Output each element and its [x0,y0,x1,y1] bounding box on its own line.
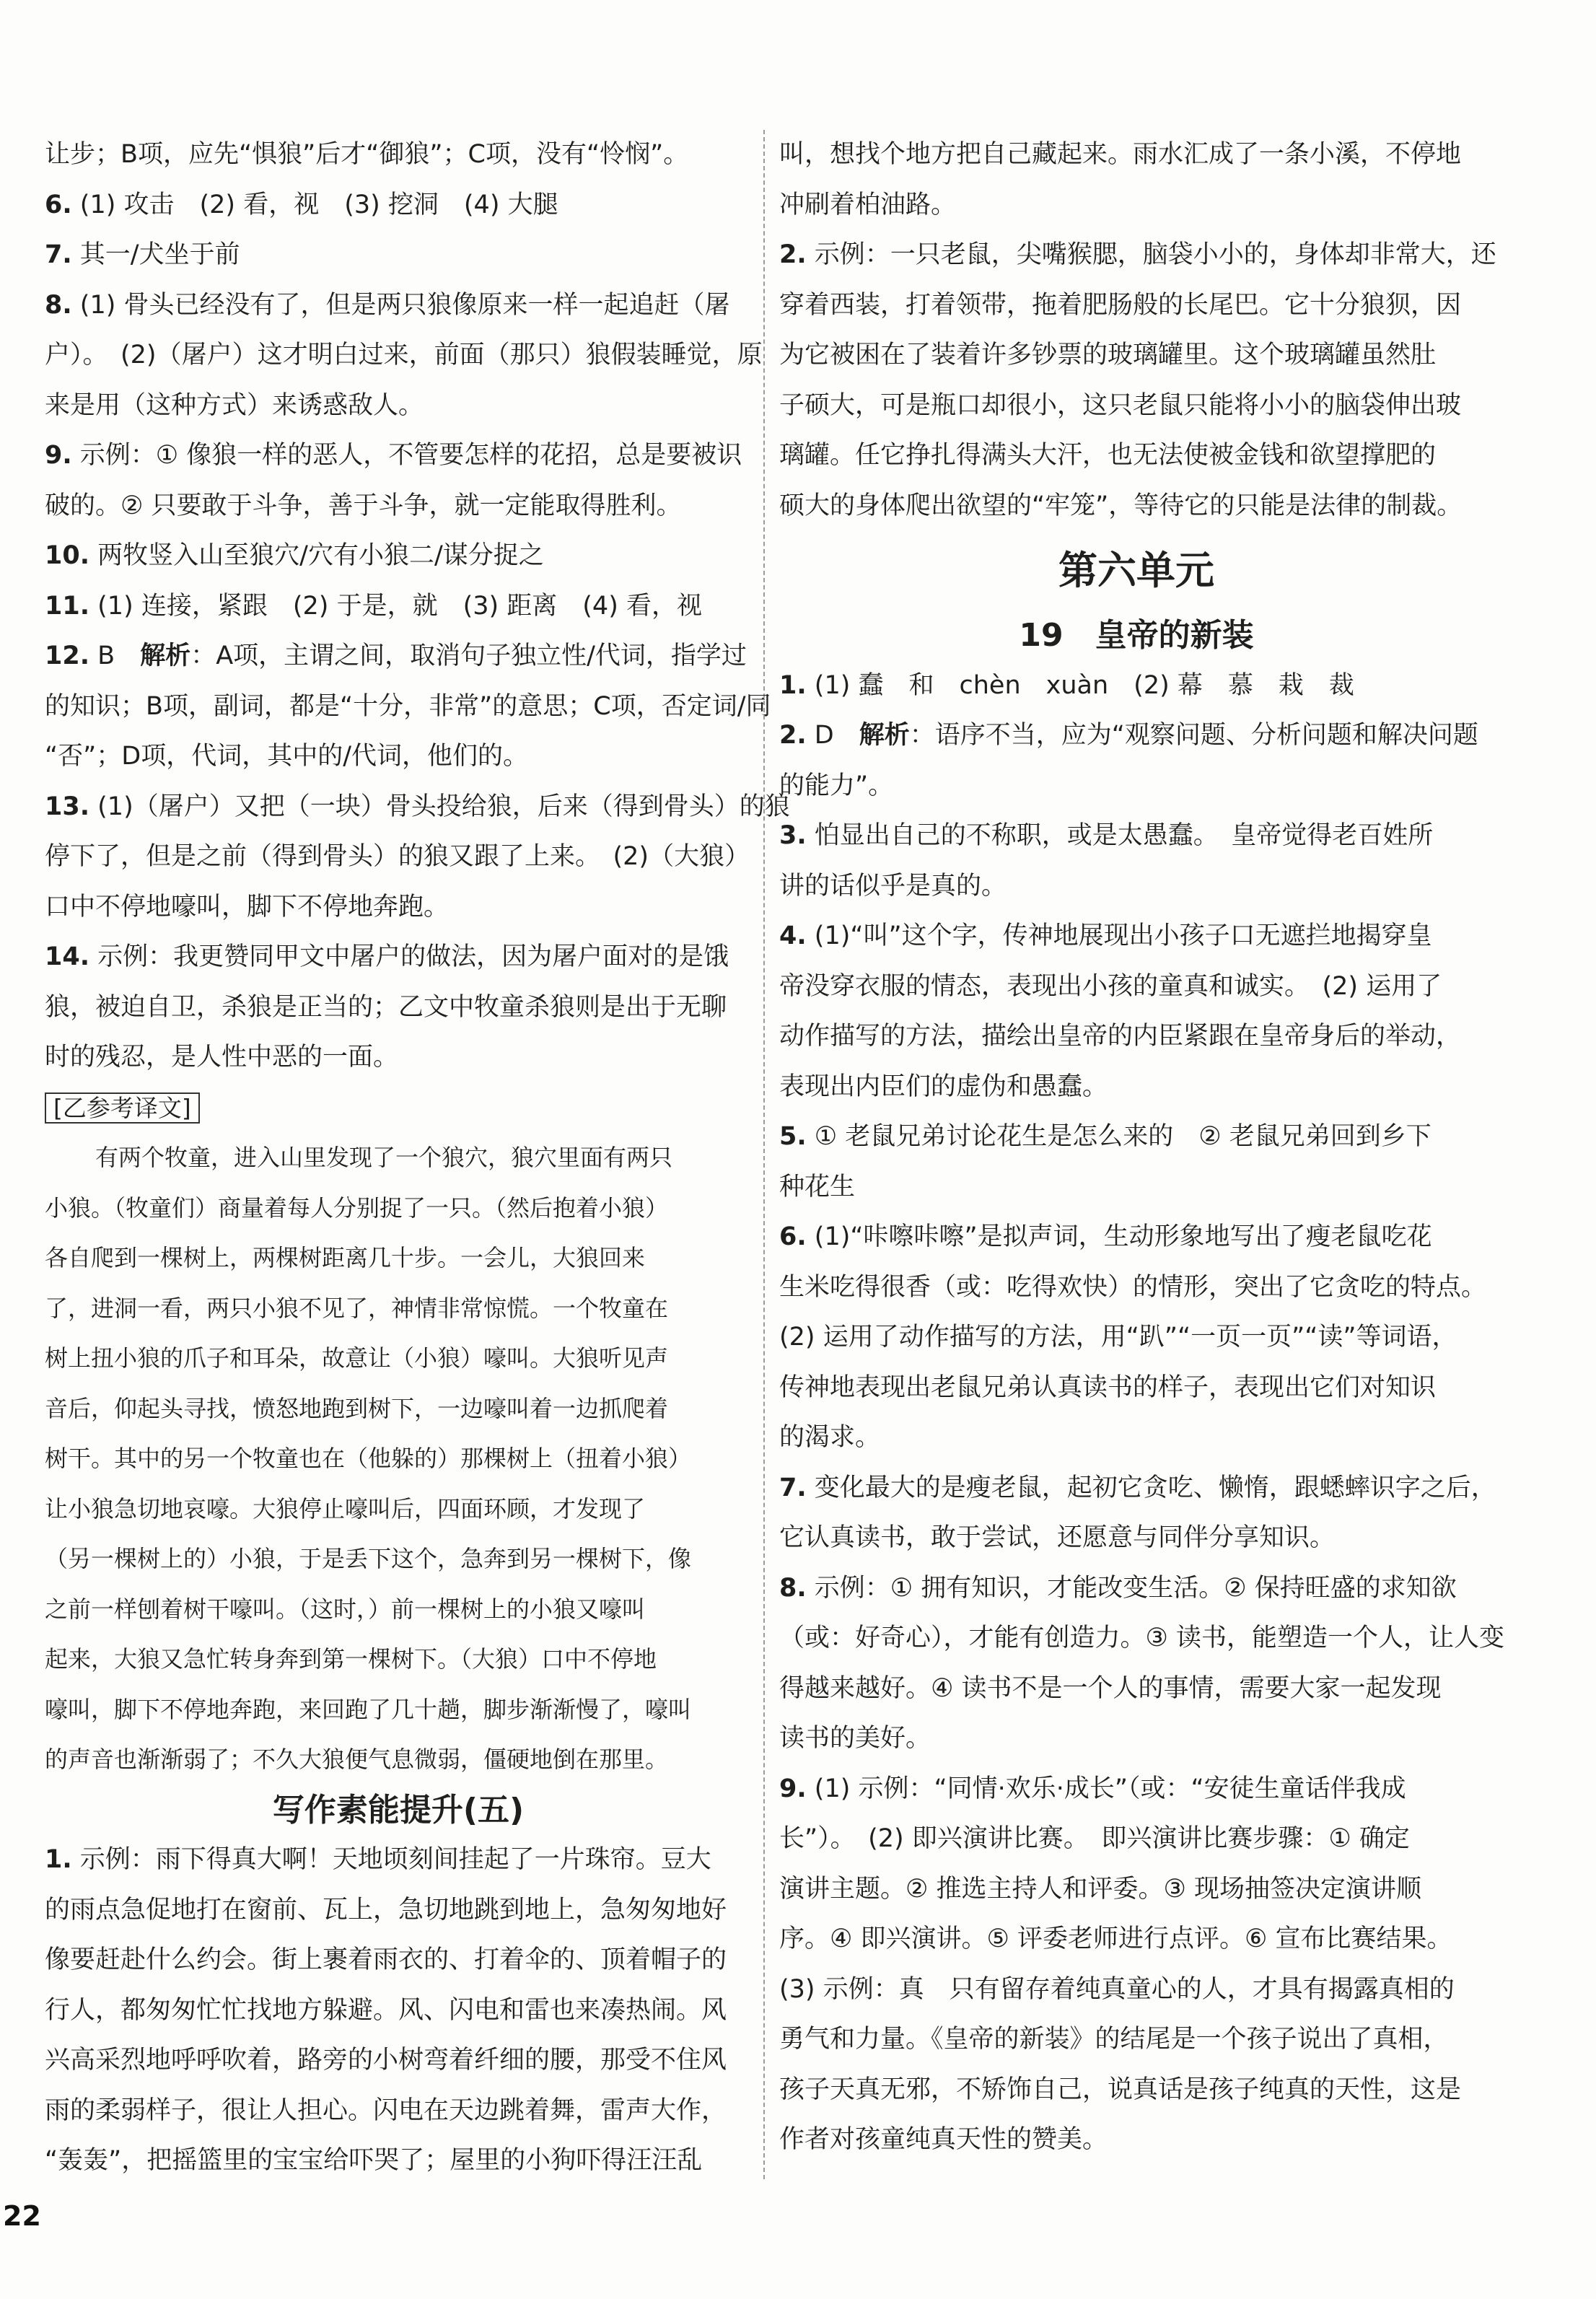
answer-line [779,962,1494,1012]
answer-text: 示例：① 像狼一样的恶人，不管要怎样的花招，总是要被识 [79,441,742,470]
lesson-title: 19 皇帝的新装 [1019,617,1254,654]
answer-text: 两牧竖入山至狼穴/穴有小狼二/谋分捉之 [97,541,544,570]
answer-line [779,811,1494,862]
answer-text: 动作描写的方法，描绘出皇帝的内臣紧跟在皇帝身后的举动， [779,1022,1462,1051]
answer-text: 的渴求。 [779,1423,881,1452]
question-number: 10. [45,541,90,570]
answer-line [779,230,1494,281]
translation-line: 小狼。（牧童们）商量着每人分别捉了一只。（然后抱着小狼） [45,1194,669,1222]
answer-text: 像要赶赴什么约会。街上裹着雨衣的、打着伞的、顶着帽子的 [45,1945,727,1974]
answer-text: 行人，都匆匆忙忙找地方躲避。风、闪电和雷也来凑热闹。风 [45,1995,727,2025]
translation-label-box: [乙参考译文] [45,1083,752,1134]
answer-line [779,711,1494,761]
answer-line [779,2115,1494,2166]
answer-line [779,1363,1494,1414]
answer-line [45,531,752,582]
answer-line [45,431,752,481]
answer-line [45,883,752,933]
translation-line: 树上扭小狼的爪子和耳朵，故意让（小狼）嚎叫。大狼听见声 [45,1344,669,1372]
answer-text: 来是用（这种方式）来诱惑敌人。 [45,390,424,420]
answer-text: 破的。② 只要敢于斗争，善于斗争，就一定能取得胜利。 [45,491,682,520]
answer-line [779,1965,1494,2015]
answer-text: 示例：我更赞同甲文中屠户的做法，因为屠户面对的是饿 [97,942,729,971]
answer-line [779,1814,1494,1865]
answer-line [45,582,752,632]
answer-line [779,2065,1494,2116]
answer-line [779,330,1494,381]
answer-text: 勇气和力量。《皇帝的新装》的结尾是一个孩子说出了真相， [779,2025,1449,2054]
translation-line: （另一棵树上的）小狼，于是丢下这个，急奔到另一棵树下，像 [45,1545,692,1572]
answer-text: 时的残忍，是人性中恶的一面。 [45,1043,399,1072]
answer-text: 序。④ 即兴演讲。⑤ 评委老师进行点评。⑥ 宣布比赛结果。 [779,1924,1452,1953]
answer-text: 作者对孩童纯真天性的赞美。 [779,2125,1108,2154]
answer-line [779,1212,1494,1263]
answer-line [45,983,752,1033]
answer-text: 其一/犬坐于前 [79,240,240,269]
answer-line [779,1263,1494,1313]
translation-line: 让小狼急切地哀嚎。大狼停止嚎叫后，四面环顾，才发现了 [45,1494,646,1523]
writing-answer-lines [45,1835,752,2186]
answer-line [779,661,1494,711]
translation-line: 起来，大狼又急忙转身奔到第一棵树下。（大狼）口中不停地 [45,1645,657,1673]
translation-line: 的声音也渐渐弱了；不久大狼便气息微弱，僵硬地倒在那里。 [45,1746,669,1773]
answer-text: (1)“咔嚓咔嚓”是拟声词，生动形象地写出了瘦老鼠吃花 [814,1222,1432,1251]
answer-line [779,1564,1494,1614]
answer-text: 口中不停地嚎叫，脚下不停地奔跑。 [45,892,450,921]
right-column [779,130,1505,2166]
answer-text: 冲刷着柏油路。 [779,190,957,219]
translation-line: 之前一样刨着树干嚎叫。（这时，）前一棵树上的小狼又嚎叫 [45,1595,646,1623]
answer-text: (1) 骨头已经没有了，但是两只狼像原来一样一起追赶（屠 [79,290,730,320]
unit-title: 第六单元 [1058,548,1214,593]
answer-line [779,761,1494,812]
question-number: 7. [779,1473,807,1502]
question-number: 11. [45,591,90,621]
answer-line [779,381,1494,432]
answer-text: 停下了，但是之前（得到骨头）的狼又跟了上来。 (2)（大狼） [45,842,750,871]
lesson-answer-lines [779,661,1505,2166]
answer-text: （或：好奇心），才能有创造力。③ 读书，能塑造一个人，让人变 [779,1624,1505,1652]
question-number: 9. [779,1774,807,1803]
answer-line [779,431,1494,481]
answer-text: 兴高采烈地呼呼吹着，路旁的小树弯着纤细的腰，那受不住风 [45,2046,727,2075]
answer-text: B 解析：A项，主谓之间，取消句子独立性/代词，指学过 [97,641,747,670]
answer-text: 讲的话似乎是真的。 [779,871,1007,901]
question-number: 9. [45,441,72,470]
translation-line: 了，进洞一看，两只小狼不见了，神情非常惊慌。一个牧童在 [45,1294,669,1322]
answer-text: (1)（屠户）又把（一块）骨头投给狼，后来（得到骨头）的狼 [97,792,790,821]
answer-line [45,180,752,231]
question-number: 2. [779,240,807,269]
answer-text: “否”；D项，代词，其中的/代词，他们的。 [45,742,529,771]
page-number: 22 [3,2200,41,2232]
answer-line [779,1413,1494,1463]
answer-line [779,1914,1494,1965]
answer-text: 子硕大，可是瓶口却很小，这只老鼠只能将小小的脑袋伸出玻 [779,390,1462,420]
translation-line: 有两个牧童，进入山里发现了一个狼穴，狼穴里面有两只 [95,1144,673,1171]
left-column [45,130,790,2186]
answer-line [779,911,1494,962]
answer-line [779,1112,1494,1162]
translation-line: 嚎叫，脚下不停地奔跑，来回跑了几十趟，脚步渐渐慢了，嚎叫 [45,1695,692,1723]
answer-text: (3) 示例：真 只有留存着纯真童心的人，才具有揭露真相的 [779,1974,1455,2004]
answer-text: 示例：一只老鼠，尖嘴猴腮，脑袋小小的，身体却非常大，还 [814,240,1496,269]
answer-text: 读书的美好。 [779,1724,931,1753]
answer-text: 演讲主题。② 推选主持人和评委。③ 现场抽签决定演讲顺 [779,1874,1422,1904]
answer-text: 生米吃得很香（或：吃得欢快）的情形，突出了它贪吃的特点。 [779,1272,1487,1302]
translation-line: 各自爬到一棵树上，两棵树距离几十步。一会儿，大狼回来 [45,1244,646,1271]
question-number: 4. [779,921,807,950]
answer-line [45,281,752,331]
answer-text: (1)“叫”这个字，传神地展现出小孩子口无遮拦地揭穿皇 [814,921,1432,950]
answer-text: 变化最大的是瘦老鼠，起初它贪吃、懒惰，跟蟋蟀识字之后， [814,1473,1496,1502]
question-number: 14. [45,942,90,971]
question-number: 8. [45,290,72,320]
question-number: 1. [45,1845,72,1874]
answer-text: “轰轰”，把摇篮里的宝宝给吓哭了；屋里的小狗吓得汪汪乱 [45,2146,703,2175]
answer-text: 璃罐。任它挣扎得满头大汗，也无法使被金钱和欲望撑肥的 [779,441,1437,470]
column-divider [763,130,765,2179]
translation-label: 乙参考译文 [62,1093,182,1122]
answer-line [45,1986,752,2036]
answer-line [779,862,1494,912]
answer-text: D 解析：语序不当，应为“观察问题、分析问题和解决问题 [814,721,1478,750]
answer-line [45,330,763,381]
answer-text: 得越来越好。④ 读书不是一个人的事情，需要大家一起发现 [779,1673,1442,1703]
answer-text: 种花生 [779,1172,856,1201]
question-number: 13. [45,792,90,821]
answer-line [45,932,752,983]
answer-text: 的知识；B项，副词，都是“十分，非常”的意思；C项，否定词/同 [45,691,771,721]
answer-text: 它认真读书，敢于尝试，还愿意与同伴分享知识。 [779,1523,1336,1552]
answer-line [779,2015,1494,2065]
answer-line [45,732,752,782]
question-number: 6. [45,190,72,219]
answer-line [779,1012,1494,1062]
answer-text: (1) 连接，紧跟 (2) 于是，就 (3) 距离 (4) 看，视 [97,591,702,621]
question-number: 6. [779,1222,807,1251]
answer-line [45,682,771,732]
answer-text: 示例：① 拥有知识，才能改变生活。② 保持旺盛的求知欲 [814,1573,1457,1603]
answer-line [45,481,752,532]
answer-text: (1) 蠢 和 chèn xuàn (2) 幕 慕 栽 裁 [814,670,1354,700]
answer-line [45,230,752,281]
answer-line [779,130,1494,180]
answer-line [779,1313,1494,1363]
answer-text: (2) 运用了动作描写的方法，用“趴”“一页一页”“读”等词语， [779,1323,1457,1352]
answer-line [45,832,752,883]
question-number: 12. [45,641,90,670]
translation-line: 树干。其中的另一个牧童也在（他躲的）那棵树上（扭着小狼） [45,1445,692,1472]
answer-text: 叫，想找个地方把自己藏起来。雨水汇成了一条小溪，不停地 [779,140,1462,169]
answer-text: 孩子天真无邪，不矫饰自己，说真话是孩子纯真的天性，这是 [779,2075,1462,2104]
answer-line [779,1764,1494,1815]
answer-text: 让步；B项，应先“惧狼”后才“御狼”；C项，没有“怜悯”。 [45,140,689,169]
answer-line [779,1062,1494,1113]
answer-text: 的能力”。 [779,771,894,800]
answer-text: (1) 攻击 (2) 看，视 (3) 挖洞 (4) 大腿 [79,190,558,219]
answer-line [779,1513,1494,1564]
answer-text: 户）。 (2)（屠户）这才明白过来，前面（那只）狼假装睡觉，原 [45,341,763,369]
question-number: 8. [779,1573,807,1603]
answer-text: 表现出内臣们的虚伪和愚蠢。 [779,1072,1108,1101]
question-number: 1. [779,670,807,700]
answer-text: 帝没穿衣服的情态，表现出小孩的童真和诚实。 (2) 运用了 [779,971,1442,1001]
answer-line [779,481,1494,532]
answer-line [45,1935,752,1986]
translation-paragraph [45,1133,752,1785]
answer-text: 雨的柔弱样子，很让人担心。闪电在天边跳着舞，雷声大作， [45,2096,727,2125]
question-number: 5. [779,1122,807,1151]
answer-line [45,1835,752,1886]
question-number: 7. [45,240,72,269]
answer-text: 示例：雨下得真大啊！天地顷刻间挂起了一片珠帘。豆大 [79,1845,711,1874]
answer-line [45,1886,752,1936]
answer-line [45,2086,752,2137]
answer-text: 怕显出自己的不称职，或是太愚蠢。 皇帝觉得老百姓所 [814,821,1434,850]
writing-section-title: 写作素能提升(五) [272,1791,525,1829]
answer-line [779,1613,1505,1664]
answer-line [45,381,752,432]
left-answer-lines [45,130,790,1083]
answer-line [779,281,1494,331]
answer-line [779,180,1494,231]
question-number: 2. [779,721,807,750]
question-number: 3. [779,821,807,850]
answer-line [779,1463,1494,1514]
answer-line [45,130,752,180]
answer-text: 狼，被迫自卫，杀狼是正当的；乙文中牧童杀狼则是出于无聊 [45,992,727,1022]
answer-text: 传神地表现出老鼠兄弟认真读书的样子，表现出它们对知识 [779,1372,1437,1402]
answer-line [779,1865,1494,1915]
answer-line [45,631,752,682]
answer-text: 长”）。 (2) 即兴演讲比赛。 即兴演讲比赛步骤：① 确定 [779,1824,1410,1853]
answer-line [45,2136,752,2186]
answer-line [779,1664,1494,1715]
answer-line [45,2036,752,2086]
answer-line [45,782,790,833]
answer-line [779,1162,1494,1213]
answer-text: 穿着西装，打着领带，拖着肥肠般的长尾巴。它十分狼狈，因 [779,290,1462,320]
answer-text: ① 老鼠兄弟讨论花生是怎么来的 ② 老鼠兄弟回到乡下 [814,1122,1431,1151]
answer-line [45,1033,752,1083]
answer-line [779,1714,1494,1764]
right-continued-lines [779,130,1494,531]
translation-line: 音后，仰起头寻找，愤怒地跑到树下，一边嚎叫着一边抓爬着 [45,1394,669,1422]
answer-text: 的雨点急促地打在窗前、瓦上，急切地跳到地上，急匆匆地好 [45,1895,727,1924]
answer-text: (1) 示例：“同情·欢乐·成长”（或：“安徒生童话伴我成 [814,1774,1406,1803]
answer-text: 为它被困在了装着许多钞票的玻璃罐里。这个玻璃罐虽然肚 [779,341,1437,369]
answer-text: 硕大的身体爬出欲望的“牢笼”，等待它的只能是法律的制裁。 [779,491,1463,520]
